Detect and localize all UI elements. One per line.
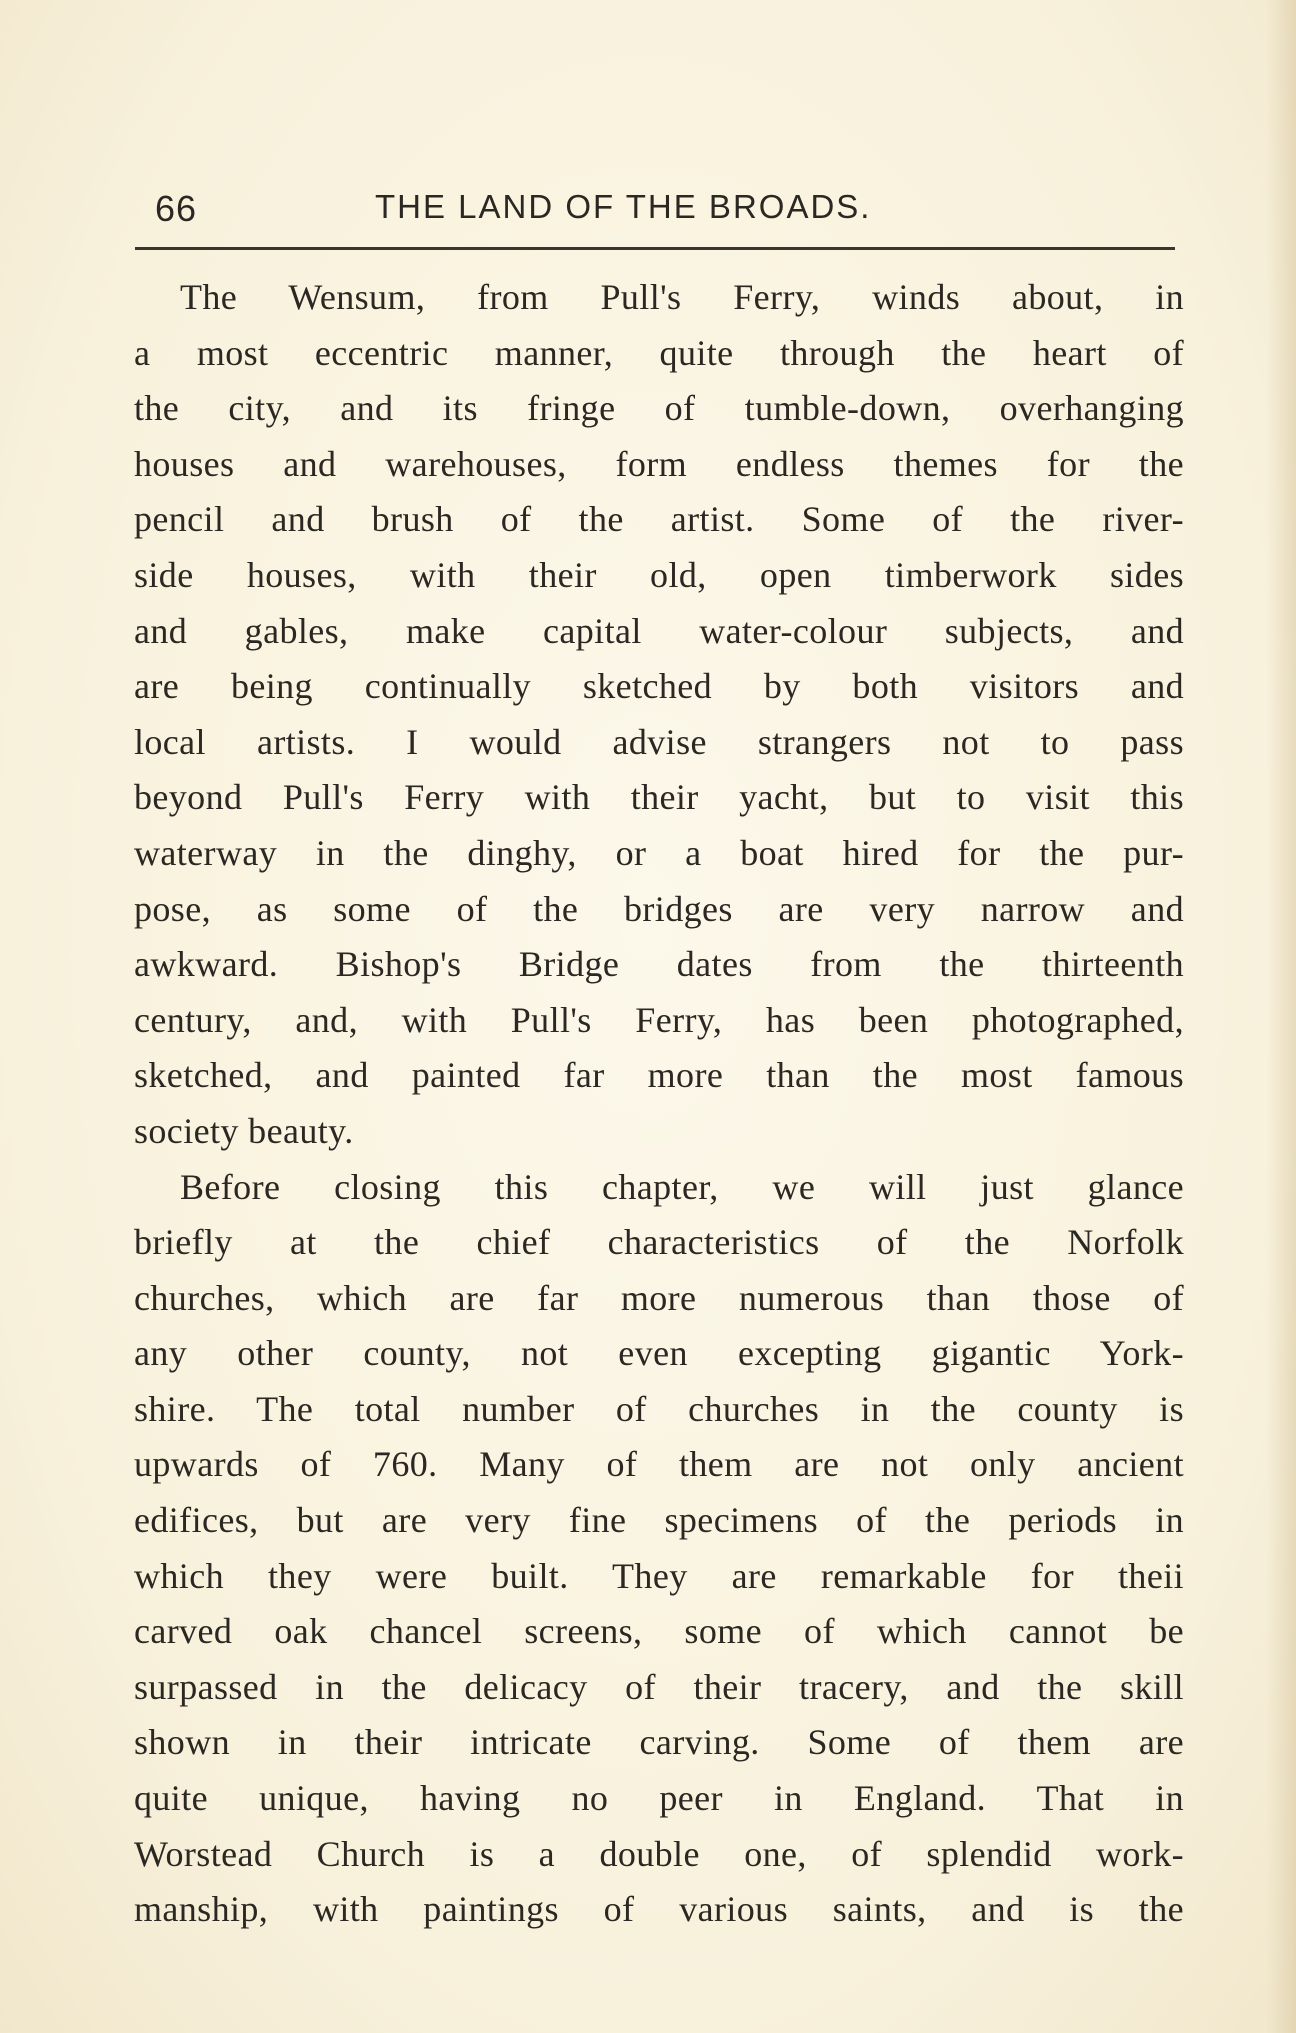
text-line: side houses, with their old, open timberwork sides	[134, 554, 1184, 595]
header-rule	[135, 247, 1175, 250]
running-head: THE LAND OF THE BROADS.	[375, 188, 872, 225]
text-line: century, and, with Pull's Ferry, has been photographed,	[134, 999, 1184, 1040]
text-line: shown in their intricate carving. Some of them are	[134, 1722, 1184, 1763]
text-line: edifices, but are very fine specimens of the periods in	[134, 1500, 1184, 1541]
text-line: sketched, and painted far more than the most famous	[134, 1055, 1184, 1096]
text-line: briefly at the chief characteristics of the Norfolk	[134, 1222, 1184, 1263]
text-line: are being continually sketched by both visitors and	[134, 666, 1184, 707]
text-line: beyond Pull's Ferry with their yacht, but to visit this	[134, 777, 1184, 818]
page-number: 66	[155, 188, 198, 229]
text-line: society beauty.	[134, 1110, 354, 1151]
text-line: manship, with paintings of various saints, and is the	[134, 1889, 1184, 1930]
page-header	[135, 188, 1180, 240]
text-line: surpassed in the delicacy of their tracery, and the skill	[134, 1666, 1184, 1707]
text-line: a most eccentric manner, quite through the heart of	[134, 332, 1184, 373]
text-line: the city, and its fringe of tumble-down, overhanging	[134, 388, 1184, 429]
text-line: carved oak chancel screens, some of which cannot be	[134, 1611, 1184, 1652]
text-line: churches, which are far more numerous than those of	[134, 1277, 1184, 1318]
text-line: which they were built. They are remarkable for theii	[134, 1555, 1184, 1596]
text-line: The Wensum, from Pull's Ferry, winds about, in	[180, 277, 1184, 317]
text-line: waterway in the dinghy, or a boat hired for the pur-	[134, 832, 1184, 873]
text-line: pencil and brush of the artist. Some of the river-	[134, 499, 1184, 540]
text-line: upwards of 760. Many of them are not only ancient	[134, 1444, 1184, 1485]
text-line: pose, as some of the bridges are very narrow and	[134, 888, 1184, 929]
text-line: local artists. I would advise strangers not to pass	[134, 721, 1184, 762]
page-edge-shadow	[1266, 0, 1296, 2033]
text-line: and gables, make capital water-colour subjects, and	[134, 610, 1184, 651]
text-line: any other county, not even excepting gigantic York-	[134, 1333, 1184, 1374]
text-line: Worstead Church is a double one, of splendid work-	[134, 1833, 1184, 1874]
text-line: awkward. Bishop's Bridge dates from the thirteenth	[134, 944, 1184, 985]
text-line: houses and warehouses, form endless themes for the	[134, 443, 1184, 484]
text-line: quite unique, having no peer in England. That in	[134, 1778, 1184, 1819]
body-text	[134, 270, 1184, 1938]
text-line: Before closing this chapter, we will just glance	[180, 1166, 1184, 1207]
text-line: shire. The total number of churches in the county is	[134, 1388, 1184, 1429]
